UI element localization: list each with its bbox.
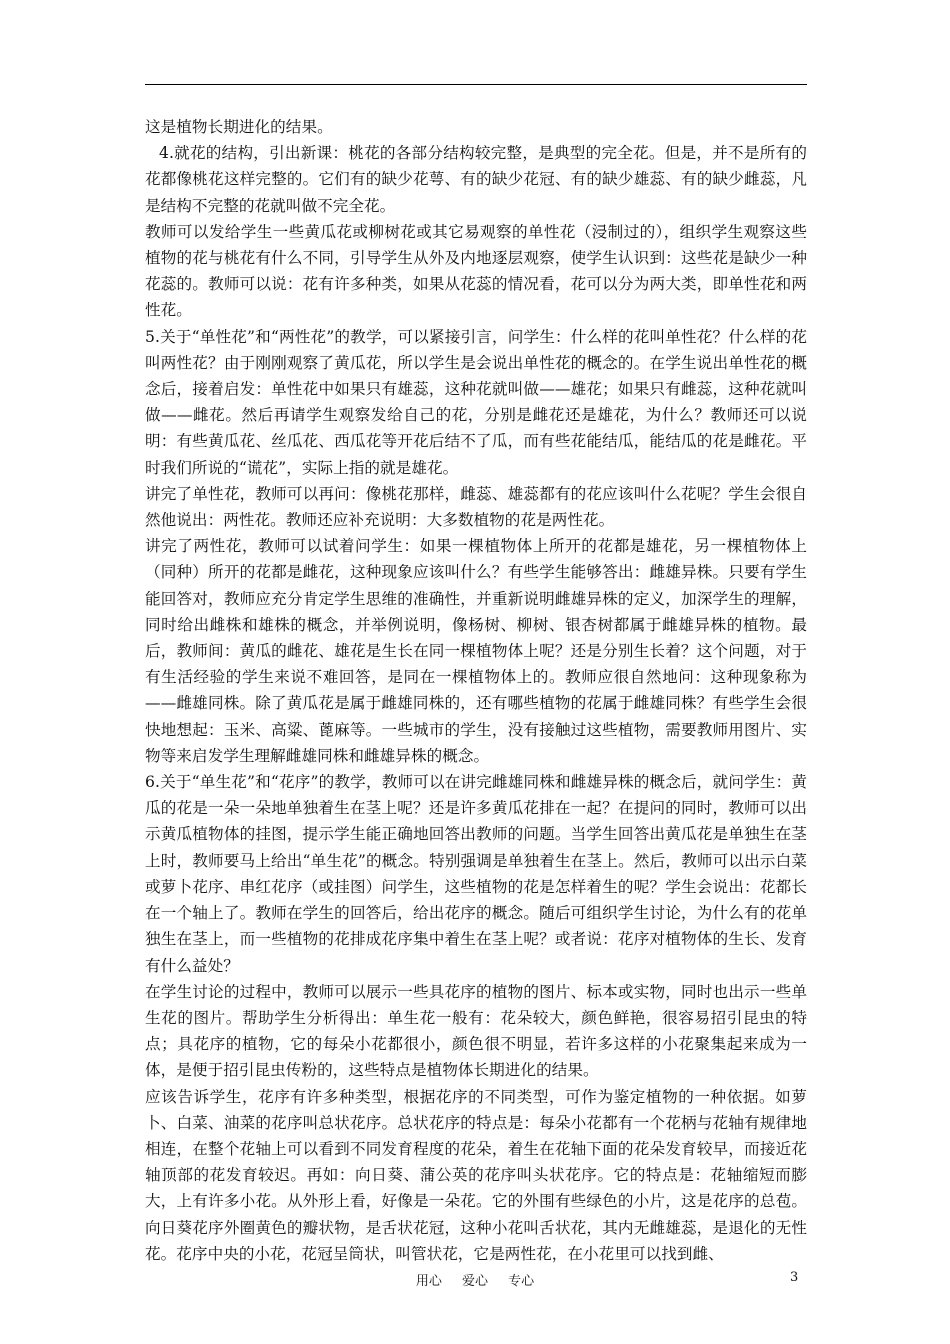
header-rule (145, 84, 807, 85)
paragraph: 5.关于“单性花”和“两性花”的教学，可以紧接引言，问学生：什么样的花叫单性花？什么样的花叫两性花？由于刚刚观察了黄瓜花，所以学生是会说出单性花的概念的。在学生说出单性花的概念后，接着启发：单性花中如果只有雄蕊，这种花就叫做——雄花；如果只有雌蕊，这种花就叫做——雌花。然后再请学生观察发给自己的花，分别是雌花还是雄花，为什么？教师还可以说明：有些黄瓜花、丝瓜花、西瓜花等开花后结不了瓜，而有些花能结瓜，能结瓜的花是雌花。平时我们所说的“谎花”，实际上指的就是雄花。 (145, 327, 807, 477)
paragraph: 应该告诉学生，花序有许多种类型，根据花序的不同类型，可作为鉴定植物的一种依据。如萝卜、白菜、油菜的花序叫总状花序。总状花序的特点是：每朵小花都有一个花柄与花轴有规律地相连，在整个花轴上可以看到不同发育程度的花朵，着生在花轴下面的花朵发育较早，而接近花轴顶部的花发育较迟。再如：向日葵、蒲公英的花序叫头状花序。它的特点是：花轴缩短而膨大，上有许多小花。从外形上看，好像是一朵花。它的外围有些绿色的小片，这是花序的总苞。向日葵花序外圈黄色的瓣状物，是舌状花冠，这种小花叫舌状花，其内无雌雄蕊，是退化的无性花。花序中央的小花，花冠呈筒状，叫管状花，它是两性花，在小花里可以找到雌、 (145, 1087, 807, 1263)
paragraph: 讲完了单性花，教师可以再问：像桃花那样，雌蕊、雄蕊都有的花应该叫什么花呢？学生会很自然他说出：两性花。教师还应补充说明：大多数植物的花是两性花。 (145, 484, 807, 530)
page-number: 3 (790, 1270, 799, 1285)
paragraph: 讲完了两性花，教师可以试着问学生：如果一棵植物体上所开的花都是雄花，另一棵植物体上（同种）所开的花都是雌花，这种现象应该叫什么？有些学生能够答出：雌雄异株。只要有学生能回答对，教师应充分肯定学生思维的准确性，并重新说明雌雄异株的定义，加深学生的理解，同时给出雌株和雄株的概念，并举例说明，像杨树、柳树、银杏树都属于雌雄异株的植物。最后，教师间：黄瓜的雌花、雄花是生长在同一棵植物体上呢？还是分别生长着？这个问题，对于有生活经验的学生来说不难回答，是同在一棵植物体上的。教师应很自然地问：这种现象称为——雌雄同株。除了黄瓜花是属于雌雄同株的，还有哪些植物的花属于雌雄同株？有些学生会很快地想起：玉米、高粱、蓖麻等。一些城市的学生，没有接触过这些植物，需要教师用图片、实物等来启发学生理解雌雄同株和雌雄异株的概念。 (145, 537, 807, 765)
paragraph: 6.关于“单生花”和“花序”的教学，教师可以在讲完雌雄同株和雌雄异株的概念后，就问学生：黄瓜的花是一朵一朵地单独着生在茎上呢？还是许多黄瓜花排在一起？在提问的同时，教师可以出示黄瓜植物体的挂图，提示学生能正确地回答出教师的问题。当学生回答出黄瓜花是单独生在茎上时，教师要马上给出“单生花”的概念。特别强调是单独着生在茎上。然后，教师可以出示白菜或萝卜花序、串红花序（或挂图）问学生，这些植物的花是怎样着生的呢？学生会说出：花都长在一个轴上了。教师在学生的回答后，给出花序的概念。随后可组织学生讨论，为什么有的花单独生在茎上，而一些植物的花排成花序集中着生在茎上呢？或者说：花序对植物体的生长、发育有什么益处？ (145, 773, 807, 975)
paragraph: 在学生讨论的过程中，教师可以展示一些具花序的植物的图片、标本或实物，同时也出示一些单生花的图片。帮助学生分析得出：单生花一般有：花朵较大，颜色鲜艳，很容易招引昆虫的特点；具花序的植物，它的每朵小花都很小，颜色很不明显，若许多这样的小花聚集起来成为一体，是便于招引昆虫传粉的，这些特点是植物体长期进化的结果。 (145, 982, 807, 1080)
footer-text: 用心 爱心 专心 (415, 1274, 535, 1289)
paragraph: 教师可以发给学生一些黄瓜花或柳树花或其它易观察的单性花（浸制过的），组织学生观察这些植物的花与桃花有什么不同，引导学生从外及内地逐层观察，使学生认识到：这些花是缺少一种花蕊的。教师可以说：花有许多种类，如果从花蕊的情况看，花可以分为两大类，即单性花和两性花。 (145, 222, 807, 320)
paragraph: 这是植物长期进化的结果。 (145, 118, 333, 136)
document-body (145, 114, 807, 1267)
paragraph: 4.就花的结构，引出新课：桃花的各部分结构较完整，是典型的完全花。但是，并不是所有的花都像桃花这样完整的。它们有的缺少花萼、有的缺少花冠、有的缺少雄蕊、有的缺少雌蕊，凡是结构不完整的花就叫做不完全花。 (145, 144, 807, 215)
